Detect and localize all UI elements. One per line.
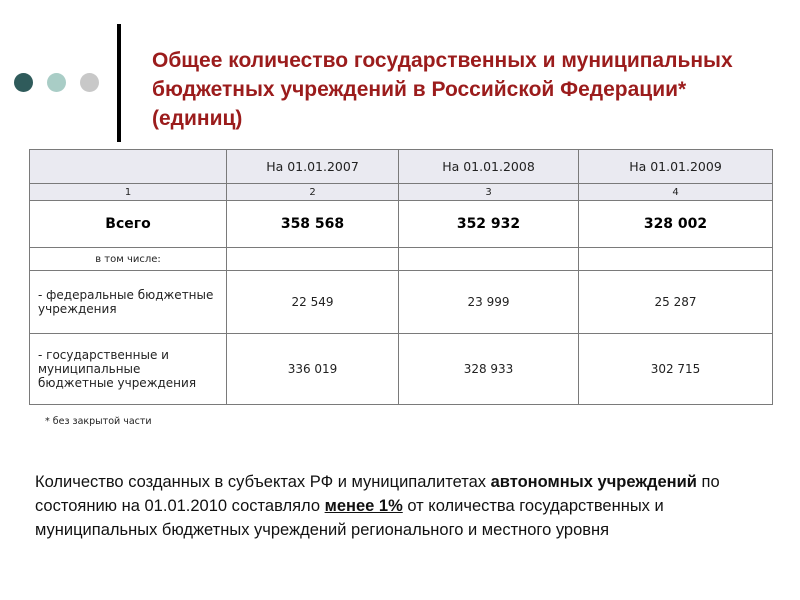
empty-cell	[227, 248, 399, 271]
slide-title: Общее количество государственных и муниципальных бюджетных учреждений в Российской Федерации* (единиц)	[152, 49, 733, 130]
row-value-2008: 23 999	[399, 271, 579, 334]
row-value-2009: 302 715	[579, 334, 773, 405]
index-cell: 1	[30, 184, 227, 201]
row-label: - федеральные бюджетные учреждения	[30, 271, 227, 334]
empty-cell	[579, 248, 773, 271]
decor-dot-1	[14, 73, 33, 92]
institutions-table	[29, 149, 773, 405]
table-header-row	[30, 150, 773, 184]
index-cell: 3	[399, 184, 579, 201]
header-cell-2009: На 01.01.2009	[579, 150, 773, 184]
header-cell-empty	[30, 150, 227, 184]
total-value-2008: 352 932	[399, 201, 579, 248]
row-value-2007: 22 549	[227, 271, 399, 334]
empty-cell	[399, 248, 579, 271]
header-cell-2007: На 01.01.2007	[227, 150, 399, 184]
paragraph-bold-autonomous: автономных учреждений	[490, 473, 697, 491]
row-value-2007: 336 019	[227, 334, 399, 405]
decor-dot-3	[80, 73, 99, 92]
row-value-2009: 25 287	[579, 271, 773, 334]
table-row-federal	[30, 271, 773, 334]
decor-dot-2	[47, 73, 66, 92]
paragraph-bold-less-than: менее 1%	[324, 497, 403, 515]
subheader-label: в том числе:	[30, 248, 227, 271]
total-value-2007: 358 568	[227, 201, 399, 248]
footnote: * без закрытой части	[45, 416, 152, 427]
table-subheader-row	[30, 248, 773, 271]
paragraph-text: от количества государственных и муниципальных бюджетных учреждений регионального и местного уровня	[35, 497, 664, 539]
total-value-2009: 328 002	[579, 201, 773, 248]
table-index-row	[30, 184, 773, 201]
paragraph-text: по состоянию на 01.01.2010 составляло	[35, 473, 720, 515]
paragraph-text: Количество созданных в субъектах РФ и муниципалитетах	[35, 473, 491, 491]
summary-paragraph	[35, 470, 735, 542]
row-label: - государственные и муниципальные бюджетные учреждения	[30, 334, 227, 405]
index-cell: 4	[579, 184, 773, 201]
index-cell: 2	[227, 184, 399, 201]
total-label: Всего	[30, 201, 227, 248]
title-divider-bar	[117, 24, 121, 142]
row-value-2008: 328 933	[399, 334, 579, 405]
header-cell-2008: На 01.01.2008	[399, 150, 579, 184]
table-row-state-municipal	[30, 334, 773, 405]
table-total-row	[30, 201, 773, 248]
